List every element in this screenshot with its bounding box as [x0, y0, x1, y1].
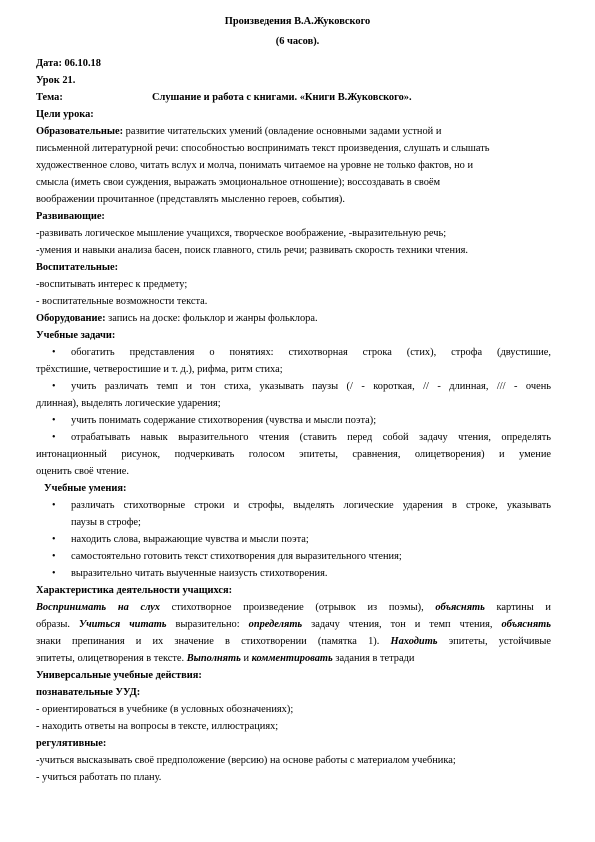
- task-2-line-2: длинная), выделять логические ударения;: [36, 398, 221, 409]
- bullet-icon: •: [52, 500, 56, 511]
- document-subtitle: (6 часов).: [275, 36, 320, 47]
- skill-2-line-1: находить слова, выражающие чувства и мысли поэта;: [71, 534, 309, 545]
- cognitive-line-1: - ориентироваться в учебнике (в условных обозначениях);: [36, 704, 294, 715]
- task-4-line-2: интонационный рисунок, подчеркивать голосом эпитеты, сравнения, олицетворения) и умение: [36, 449, 551, 460]
- activity-verb: определять: [248, 619, 303, 630]
- activity-text: образы.: [36, 619, 79, 630]
- activity-text: эпитеты, олицетворения в тексте.: [36, 653, 187, 664]
- activity-verb: объяснять: [501, 619, 551, 630]
- task-3-line-1: учить понимать содержание стихотворения (чувства и мысли поэта);: [71, 415, 377, 426]
- bullet-icon: •: [52, 534, 56, 545]
- bullet-icon: •: [52, 415, 56, 426]
- activity-text: задачу чтения, тон и темп чтения,: [302, 619, 502, 630]
- activity-text: эпитеты, устойчивые: [437, 636, 551, 647]
- task-1-line-1: обогатить представления о понятиях: стихотворная строка (стих), строфа (двустишие,: [71, 347, 551, 358]
- cognitive-heading: познавательные УУД:: [36, 687, 141, 698]
- educational-line-4: смысла (иметь свои суждения, выражать эмоциональное отношение); воссоздавать в своём: [36, 177, 441, 188]
- uud-heading: Универсальные учебные действия:: [36, 670, 202, 681]
- developing-line-2: -умения и навыки анализа басен, поиск главного, стиль речи; развивать скорость техники чтения.: [36, 245, 469, 256]
- activity-text: картины и: [484, 602, 551, 613]
- activity-line-4: [36, 652, 414, 665]
- activity-verb: Учиться читать: [78, 619, 167, 630]
- document-title: Произведения В.А.Жуковского: [224, 16, 371, 27]
- activity-verb: комментировать: [251, 653, 333, 664]
- bullet-icon: •: [52, 432, 56, 443]
- skills-heading: Учебные умения:: [44, 483, 127, 494]
- bullet-icon: •: [52, 551, 56, 562]
- bullet-icon: •: [52, 347, 56, 358]
- educational-line-3: художественное слово, читать вслух и молча, понимать читаемое на уровне не только фактов, но и: [36, 160, 474, 171]
- activity-line-1: [36, 601, 551, 614]
- activity-heading: Характеристика деятельности учащихся:: [36, 585, 233, 596]
- educational-text: развитие читательских умений (овладение основными задами устной и: [123, 126, 442, 137]
- activity-line-3: [36, 635, 551, 648]
- skill-1-line-1: различать стихотворные строки и строфы, выделять логические ударения в строке, указывать: [71, 500, 551, 511]
- educational-label: Образовательные:: [36, 126, 124, 137]
- regulatory-line-2: - учиться работать по плану.: [36, 772, 162, 783]
- skill-1-line-2: паузы в строфе;: [71, 517, 141, 528]
- task-1-line-2: трёхстишие, четверостишие и т. д.), рифма, ритм стиха;: [36, 364, 283, 375]
- task-4-line-3: оценить своё чтение.: [36, 466, 129, 477]
- topic-label: Тема:: [36, 92, 63, 103]
- lesson-number: Урок 21.: [36, 75, 76, 86]
- task-2-line-1: учить различать темп и тон стиха, указывать паузы (/ - короткая, // - длинная, /// - очень: [71, 381, 551, 392]
- educational-line-2: письменной литературной речи: способностью воспринимать текст произведения, слушать и слышать: [36, 143, 490, 154]
- activity-text: задания в тетради: [332, 653, 415, 664]
- upbringing-line-2: - воспитательные возможности текста.: [36, 296, 208, 307]
- activity-verb: Находить: [390, 636, 438, 647]
- regulatory-heading: регулятивные:: [36, 738, 107, 749]
- educational-line-5: воображении прочитанное (представлять мысленно героев, события).: [36, 194, 345, 205]
- activity-verb: объяснять: [435, 602, 485, 613]
- regulatory-line-1: -учиться высказывать своё предположение (версию) на основе работы с материалом учебника;: [36, 755, 456, 766]
- goals-heading: Цели урока:: [36, 109, 94, 120]
- activity-verb: Воспринимать на слух: [36, 602, 160, 613]
- activity-verb: Выполнять: [186, 653, 241, 664]
- activity-text: выразительно:: [166, 619, 249, 630]
- lesson-topic: Слушание и работа с книгами. «Книги В.Жуковского».: [152, 92, 412, 103]
- bullet-icon: •: [52, 381, 56, 392]
- lesson-date: Дата: 06.10.18: [36, 58, 101, 69]
- activity-text: стихотворное произведение (отрывок из поэмы),: [159, 602, 436, 613]
- bullet-icon: •: [52, 568, 56, 579]
- equipment-label: Оборудование:: [36, 313, 106, 324]
- developing-heading: Развивающие:: [36, 211, 105, 222]
- skill-3-line-1: самостоятельно готовить текст стихотворения для выразительного чтения;: [71, 551, 402, 562]
- upbringing-line-1: -воспитывать интерес к предмету;: [36, 279, 188, 290]
- activity-line-2: [36, 618, 551, 631]
- educational-line-1: [36, 125, 441, 138]
- activity-text: и: [240, 653, 252, 664]
- task-4-line-1: отрабатывать навык выразительного чтения (ставить перед собой задачу чтения, определять: [71, 432, 551, 443]
- cognitive-line-2: - находить ответы на вопросы в тексте, иллюстрациях;: [36, 721, 279, 732]
- tasks-heading: Учебные задачи:: [36, 330, 116, 341]
- upbringing-heading: Воспитательные:: [36, 262, 119, 273]
- skill-4-line-1: выразительно читать выученные наизусть стихотворения.: [71, 568, 328, 579]
- equipment-line: [36, 312, 318, 325]
- equipment-text: запись на доске: фольклор и жанры фольклора.: [105, 313, 318, 324]
- developing-line-1: -развивать логическое мышление учащихся, творческое воображение, -выразительную речь;: [36, 228, 447, 239]
- activity-text: знаки препинания и их значение в стихотворении (памятка 1).: [36, 636, 391, 647]
